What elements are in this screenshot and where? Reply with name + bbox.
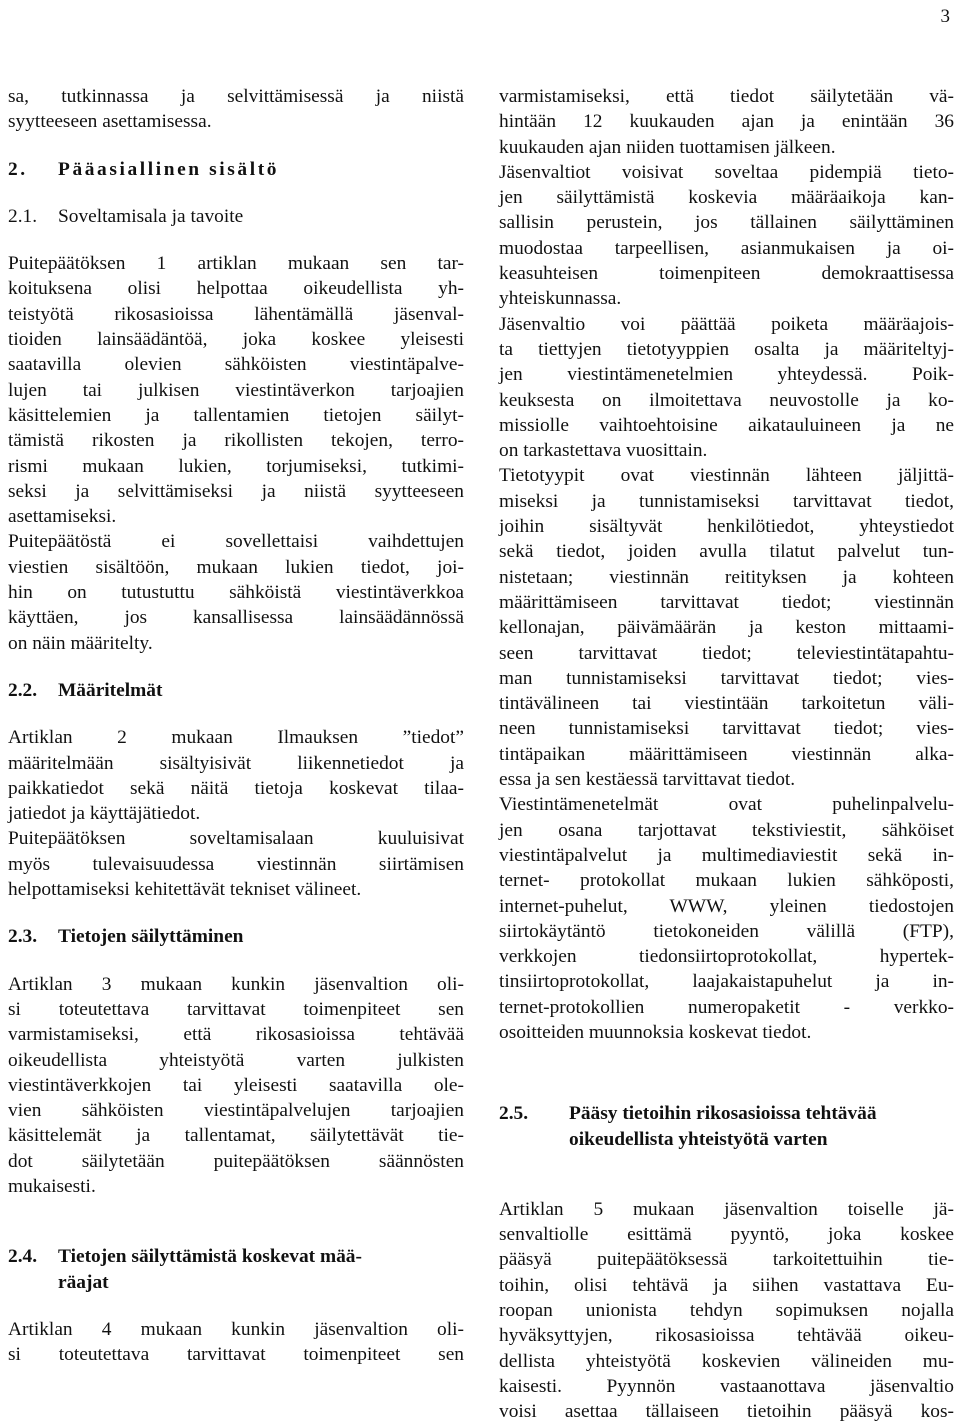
- text-line: jen säilyttämistä koskevia määräaikoja kan-: [499, 187, 954, 209]
- right-column: [499, 84, 954, 1425]
- text-line: keasuhteisen toimenpiteen demokraattisessa: [499, 263, 954, 285]
- text-line: kuukauden ajan niiden tuottamisen jälkeen.: [499, 136, 836, 158]
- text-line: paikkatiedot sekä näitä tietoja koskevat tilaa-: [8, 777, 464, 799]
- text-line: hin on tutustuttu sähköistä viestintäverkkoa: [8, 582, 464, 604]
- text-line: kaisesti. Pyynnön vastaanottava jäsenvaltio: [499, 1375, 954, 1397]
- paragraph-derogation: [499, 312, 954, 464]
- section-heading-2-5: [499, 1101, 954, 1152]
- left-column: [8, 84, 464, 1367]
- text-line: helpottamiseksi kehitettävät tekniset välineet.: [8, 879, 362, 901]
- text-line: muodostaa tarpeellisen, asianmukaisen ja oi-: [499, 237, 954, 259]
- paragraph-access: [499, 1197, 954, 1425]
- heading-title-line: Tietojen säilyttämistä koskevat mää-: [58, 1246, 362, 1268]
- heading-title-line: räajat: [58, 1271, 109, 1293]
- text-line: ternet- protokollat mukaan lukien sähköposti,: [499, 870, 954, 892]
- text-line: missiolle vaihtoehtoisine aikatauluineen ja ne: [499, 414, 954, 436]
- text-line: on näin määritelty.: [8, 632, 153, 654]
- text-line: jen osana tarjottavat tekstiviestit, sähköiset: [499, 819, 954, 841]
- text-line: saatavilla olevien sähköisten viestintäpalve-: [8, 354, 464, 376]
- text-line: ta tiettyjen tietotyyppien osalta ja määriteltyj-: [499, 338, 954, 360]
- text-line: varmistamiseksi, että rikosasioissa tehtävää: [8, 1024, 464, 1046]
- text-line: Puitepäätöksen 1 artiklan mukaan sen tar-: [8, 253, 464, 275]
- text-line: rismi mukaan lukien, torjumiseksi, tutkimi-: [8, 455, 464, 477]
- heading-number: 2.5.: [499, 1103, 529, 1125]
- paragraph-scope-2: [8, 529, 464, 655]
- text-line: seksi ja selvittämiseksi ja niistä syytteeseen: [8, 480, 464, 502]
- text-line: teistyötä rikosasioissa lähentämällä jäsenval-: [8, 303, 464, 325]
- paragraph-definitions-1: [8, 725, 464, 826]
- text-line: sa, tutkinnassa ja selvittämisessä ja niistä: [8, 86, 464, 107]
- text-line: siirtokäytäntö tietokoneiden välillä (FTP),: [499, 920, 954, 942]
- text-line: yhteiskunnassa.: [499, 288, 622, 310]
- text-line: sallisin perustein, jos tällainen säilyttäminen: [499, 212, 954, 234]
- text-line: määrittämiseen tarvittavat tiedot; viestinnän: [499, 591, 954, 613]
- text-line: miseksi ja tunnistamiseksi tarvittavat tiedot,: [499, 490, 954, 512]
- text-line: Viestintämenetelmät ovat puhelinpalvelu-: [499, 794, 954, 816]
- text-line: Artiklan 4 mukaan kunkin jäsenvaltion oli-: [8, 1318, 464, 1340]
- paragraph-definitions-2: [8, 826, 464, 902]
- paragraph-methods: [499, 792, 954, 1045]
- text-line: keuksesta on ilmoitettava neuvostolle ja ko-: [499, 389, 954, 411]
- text-line: asettamiseksi.: [8, 506, 117, 528]
- heading-number: 2.: [8, 158, 28, 180]
- text-line: senvaltiolle esittämä pyyntö, joka koskee: [499, 1224, 954, 1246]
- text-line: neen tunnistamiseksi tarvittavat tiedot; vies-: [499, 718, 954, 740]
- text-line: roopan unionista tehdyn sopimuksen nojalla: [499, 1300, 954, 1322]
- text-line: lujen tai julkisen viestintäverkon tarjoajien: [8, 379, 464, 401]
- text-line: syytteeseen asettamisessa.: [8, 111, 212, 133]
- section-heading-2-2: [8, 678, 464, 703]
- text-line: ternet-protokollien numeropaketit - verkko-: [499, 996, 954, 1018]
- text-line: si toteutettava tarvittavat toimenpiteet sen: [8, 1344, 464, 1366]
- heading-number: 2.1.: [8, 205, 38, 227]
- text-line: osoitteiden muunnoksia koskevat tiedot.: [499, 1021, 812, 1043]
- text-line: mukaisesti.: [8, 1175, 96, 1197]
- text-line: oikeudellista yhteistyötä varten julkisten: [8, 1049, 464, 1071]
- text-line: viestintäpalvelut ja multimediaviestit sekä in-: [499, 844, 954, 866]
- text-line: pääsyä puitepäätöksessä tarkoitettuihin tie-: [499, 1249, 954, 1271]
- text-line: dellista yhteistyötä koskevien välineiden mu-: [499, 1350, 954, 1372]
- heading-title: Tietojen säilyttäminen: [58, 926, 244, 948]
- text-line: Jäsenvaltiot voisivat soveltaa pidempiä tieto-: [499, 161, 954, 183]
- section-heading-2-4: [8, 1244, 464, 1295]
- paragraph-periods-cont: [499, 84, 954, 160]
- text-line: tämistä rikosten ja rikollisten tekojen, terro-: [8, 430, 464, 452]
- text-line: Artiklan 2 mukaan Ilmauksen ”tiedot”: [8, 727, 464, 749]
- text-line: toihin, olisi tehtävä ja siihen vastattava Eu-: [499, 1274, 954, 1296]
- text-line: jatiedot ja käyttäjätiedot.: [8, 803, 201, 825]
- text-line: hintään 12 kuukauden ajan ja enintään 36: [499, 111, 954, 133]
- text-line: seen tarvittavat tiedot; televiestintätapahtu-: [499, 642, 954, 664]
- paragraph-retention: [8, 972, 464, 1200]
- paragraph-data-types: [499, 463, 954, 792]
- heading-title-line: oikeudellista yhteistyötä varten: [569, 1128, 828, 1150]
- section-heading-2-1: [8, 204, 464, 229]
- heading-number: 2.4.: [8, 1246, 38, 1268]
- heading-number: 2.2.: [8, 679, 38, 701]
- text-line: tinsiirtoprotokollat, laajakaistapuhelut ja in-: [499, 971, 954, 993]
- text-line: koituksena olisi helpottaa oikeudellista yh-: [8, 278, 464, 300]
- text-line: tioiden lainsäädäntöä, joka koskee yleisesti: [8, 329, 464, 351]
- heading-title: Määritelmät: [58, 679, 163, 701]
- text-line: tintävälineen tai viestintään tarkoitetun väli-: [499, 693, 954, 715]
- text-line: dot säilytetään puitepäätöksen säännösten: [8, 1150, 464, 1172]
- text-line: si toteutettava tarvittavat toimenpiteet sen: [8, 998, 464, 1020]
- text-line: käyttäen, jos kansallisessa lainsäädännössä: [8, 607, 464, 629]
- text-line: Puitepäätöstä ei sovellettaisi vaihdettujen: [8, 531, 464, 553]
- text-line: essa ja sen kestäessä tarvittavat tiedot.: [499, 769, 796, 791]
- heading-title-line: Pääsy tietoihin rikosasioissa tehtävää: [569, 1103, 877, 1125]
- text-line: joihin sisältyvät henkilötiedot, yhteystiedot: [499, 516, 954, 538]
- text-line: vien sähköisten viestintäpalvelujen tarjoajien: [8, 1100, 464, 1122]
- page-number: 3: [940, 6, 950, 27]
- text-line: Jäsenvaltio voi päättää poiketa määräajois-: [499, 313, 954, 335]
- text-line: käsittelemien ja tallentamien tietojen säilyt-: [8, 404, 464, 426]
- section-heading-2-3: [8, 924, 464, 949]
- text-line: Artiklan 5 mukaan jäsenvaltion toiselle jä-: [499, 1198, 954, 1220]
- text-line: jen viestintämenetelmien yhteydessä. Poik-: [499, 364, 954, 386]
- text-line: kellonajan, päivämäärän ja keston mittaami-: [499, 617, 954, 639]
- text-line: Puitepäätöksen soveltamisalaan kuuluisivat: [8, 828, 464, 850]
- paragraph-periods: [8, 1317, 464, 1368]
- text-line: viestien sisältöön, mukaan lukien tiedot, joi-: [8, 556, 464, 578]
- text-line: hyväksyttyjen, rikosasioissa tehtävää oikeu-: [499, 1325, 954, 1347]
- text-line: man tunnistamiseksi tarvittavat tiedot; vies-: [499, 667, 954, 689]
- text-line: viestintäverkkojen tai yleisesti saatavilla ole-: [8, 1074, 464, 1096]
- text-line: sekä tiedot, joiden avulla tilatut palvelut tun-: [499, 541, 954, 563]
- heading-title: Pääasiallinen sisältö: [58, 158, 280, 180]
- paragraph-scope-1: [8, 251, 464, 529]
- intro-paragraph: [8, 84, 464, 135]
- text-line: verkkojen tiedonsiirtoprotokollat, hypertek-: [499, 946, 954, 968]
- section-heading-2: [8, 157, 464, 182]
- text-line: nistetaan; viestinnän reitityksen ja kohteen: [499, 566, 954, 588]
- text-line: voisi asettaa tällaiseen tietoihin pääsyä kos-: [499, 1401, 954, 1423]
- text-line: on tarkastettava vuosittain.: [499, 440, 708, 462]
- text-line: Artiklan 3 mukaan kunkin jäsenvaltion oli-: [8, 973, 464, 995]
- text-line: Tietotyypit ovat viestinnän lähteen jäljittä-: [499, 465, 954, 487]
- text-line: myös tulevaisuudessa viestinnän siirtämisen: [8, 853, 464, 875]
- heading-title: Soveltamisala ja tavoite: [58, 205, 244, 227]
- text-line: tintäpaikan määrittämiseen viestinnän alka-: [499, 743, 954, 765]
- text-line: käsittelemät ja tallentamat, säilytettävät tie-: [8, 1125, 464, 1147]
- heading-number: 2.3.: [8, 926, 38, 948]
- paragraph-member-states: [499, 160, 954, 312]
- text-line: määritelmään sisältyisivät liikennetiedot ja: [8, 752, 464, 774]
- text-line: varmistamiseksi, että tiedot säilytetään vä-: [499, 86, 954, 107]
- text-line: internet-puhelut, WWW, yleinen tiedostojen: [499, 895, 954, 917]
